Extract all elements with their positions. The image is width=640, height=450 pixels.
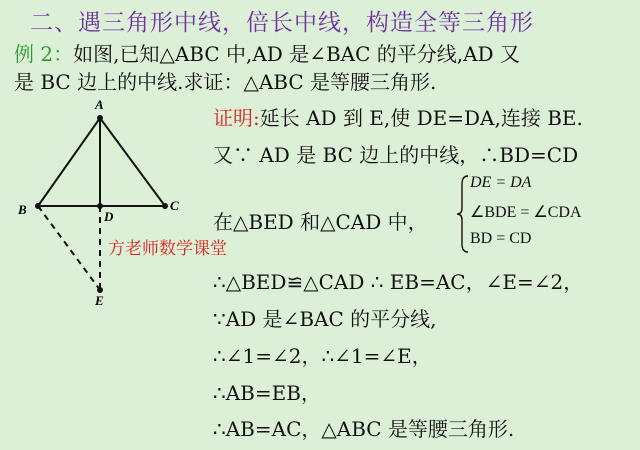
proof-line-6: ∴∠1=∠2，∴∠1=∠E， [213,344,432,368]
brace-icon [456,174,470,254]
point-D [97,203,103,209]
point-A [97,115,103,121]
segment-BE [38,206,100,290]
problem-line-2: 是 BC 边上的中线.求证：△ABC 是等腰三角形. [14,70,437,94]
section-title: 二、遇三角形中线，倍长中线，构造全等三角形 [30,10,534,36]
label-C: C [170,198,179,213]
point-C [162,203,168,209]
proof-line-3: 在△BED 和△CAD 中， [213,210,428,234]
proof-text-1: 延长 AD 到 E,使 DE=DA,连接 BE. [259,106,583,130]
point-B [35,203,41,209]
segment-AC [100,118,165,206]
system-eq-3: BD = CD [470,230,532,247]
label-B: B [18,202,27,217]
label-E: E [95,293,104,308]
system-eq-1: DE = DA [470,174,532,191]
segment-AB [38,118,100,206]
example-label: 例 2： [14,42,74,66]
proof-line-2: 又∵ AD 是 BC 边上的中线，∴BD=CD [213,143,579,167]
proof-line-8: ∴AB=AC，△ABC 是等腰三角形. [213,417,515,441]
label-A: A [95,97,104,112]
proof-line-4: ∴△BED≌△CAD ∴ EB=AC，∠E=∠2， [213,270,584,294]
proof-label: 证明: [213,106,260,130]
proof-line-5: ∵AD 是∠BAC 的平分线, [213,307,437,331]
proof-line-1 [213,102,583,131]
triangle-figure [0,0,210,320]
watermark: 方老师数学课堂 [108,239,227,259]
label-D: D [104,209,114,224]
problem-text-1: 如图,已知△ABC 中,AD 是∠BAC 的平分线,AD 又 [73,42,520,66]
proof-line-7: ∴AB=EB， [213,381,321,405]
system-eq-2: ∠BDE = ∠CDA [470,204,582,221]
